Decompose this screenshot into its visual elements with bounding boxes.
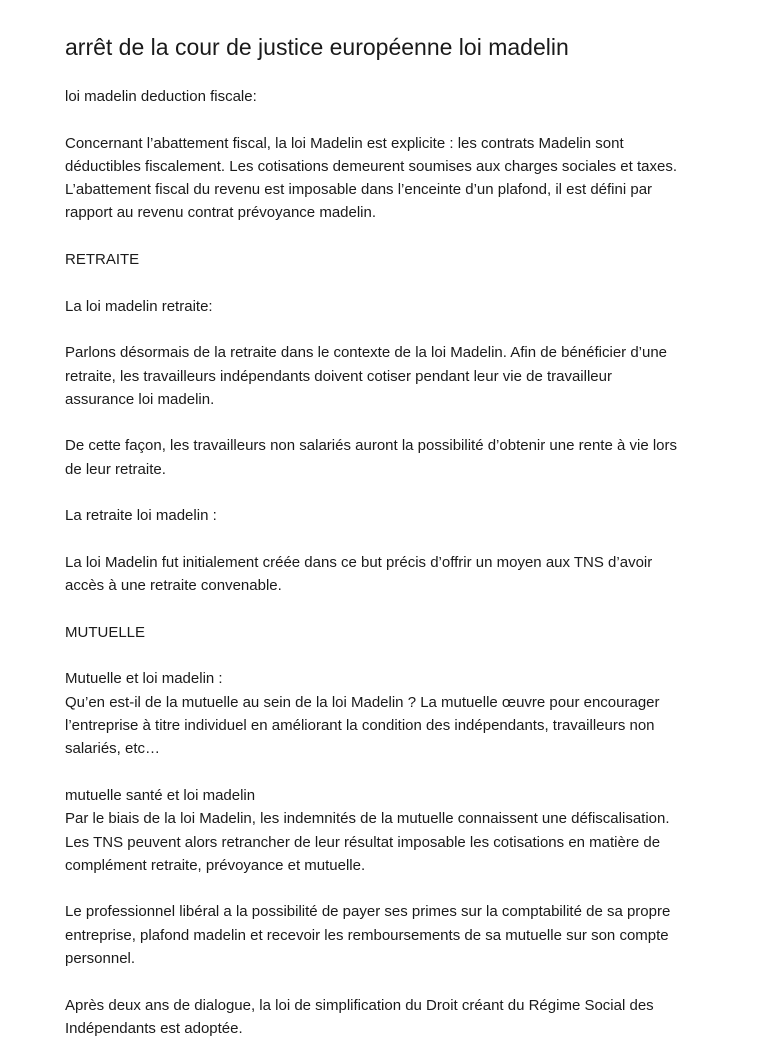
document-body [65,85,715,1040]
text-line: Après deux ans de dialogue, la loi de simplification du Droit créant du Régime Social des [65,996,654,1014]
text-line: Mutuelle et loi madelin : [65,670,223,688]
document-page [65,32,715,1063]
paragraph [65,295,715,318]
text-line: déductibles fiscalement. Les cotisations demeurent soumises aux charges sociales et taxes. [65,157,677,175]
text-line: MUTUELLE [65,623,146,641]
text-line: Les TNS peuvent alors retrancher de leur résultat imposable les cotisations en matière de [65,833,661,851]
text-line: assurance loi madelin. [65,390,215,408]
paragraph [65,341,715,411]
text-line: l’entreprise à titre individuel en améliorant la condition des indépendants, travailleurs non [65,717,655,735]
paragraph [65,434,715,481]
paragraph [65,504,715,527]
text-line: mutuelle santé et loi madelin [65,786,256,804]
paragraph [65,621,715,644]
text-line: entreprise, plafond madelin et recevoir les remboursements de sa mutuelle sur son compte [65,926,669,944]
text-line: complément retraite, prévoyance et mutuelle. [65,856,366,874]
text-line: personnel. [65,949,136,967]
text-line: Indépendants est adoptée. [65,1019,243,1037]
paragraph [65,132,715,225]
paragraph [65,667,715,760]
paragraph [65,248,715,271]
text-line: L’abattement fiscal du revenu est imposable dans l’enceinte d’un plafond, il est défini par [65,181,653,199]
text-line: La retraite loi madelin : [65,507,217,525]
text-line: Parlons désormais de la retraite dans le contexte de la loi Madelin. Afin de bénéficier d’une [65,344,668,362]
text-line: RETRAITE [65,251,140,269]
paragraph [65,900,715,970]
paragraph [65,551,715,598]
paragraph [65,994,715,1041]
text-line: De cette façon, les travailleurs non salariés auront la possibilité d’obtenir une rente à vie lors [65,437,677,455]
text-line: La loi madelin retraite: [65,297,213,315]
text-line: accès à une retraite convenable. [65,577,282,595]
text-line: de leur retraite. [65,460,166,478]
text-line: Concernant l’abattement fiscal, la loi Madelin est explicite : les contrats Madelin sont [65,134,624,152]
paragraph [65,784,715,877]
paragraph [65,85,715,108]
page-title: arrêt de la cour de justice européenne loi madelin [65,34,569,60]
text-line: salariés, etc… [65,740,161,758]
text-line: loi madelin deduction fiscale: [65,88,257,105]
text-line: Le professionnel libéral a la possibilité de payer ses primes sur la comptabilité de sa propre [65,903,671,921]
text-line: Qu’en est-il de la mutuelle au sein de la loi Madelin ? La mutuelle œuvre pour encourager [65,693,660,711]
text-line: La loi Madelin fut initialement créée dans ce but précis d’offrir un moyen aux TNS d’avoir [65,553,653,571]
text-line: rapport au revenu contrat prévoyance madelin. [65,204,377,222]
text-line: retraite, les travailleurs indépendants doivent cotiser pendant leur vie de travailleur [65,367,612,385]
text-line: Par le biais de la loi Madelin, les indemnités de la mutuelle connaissent une défiscalisation. [65,810,670,828]
